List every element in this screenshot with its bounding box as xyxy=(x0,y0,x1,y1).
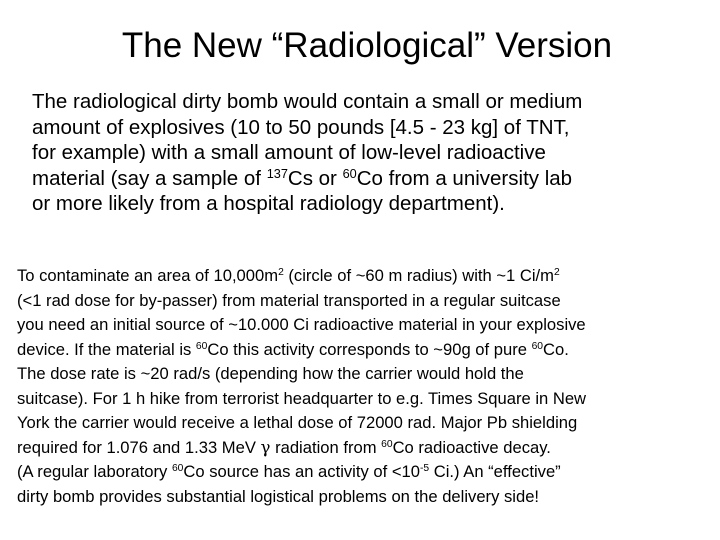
gamma-symbol: γ xyxy=(260,437,271,457)
slide-title: The New “Radiological” Version xyxy=(121,26,613,65)
isotope-superscript: 60 xyxy=(195,340,208,352)
body-line xyxy=(17,338,717,363)
text-run: Ci.) An “effective” xyxy=(429,462,561,481)
isotope-superscript: 60 xyxy=(171,463,184,475)
text-run: (circle of ~60 m radius) with ~1 Ci/m xyxy=(283,266,554,285)
isotope-superscript: 60 xyxy=(531,340,544,352)
text-run: required for 1.076 and 1.33 MeV xyxy=(17,437,261,457)
body-line: suitcase). For 1 h hike from terrorist headquarter to e.g. Times Square in New xyxy=(17,388,587,408)
text-run: (A regular laboratory xyxy=(17,462,172,481)
intro-line: The radiological dirty bomb would contain a small or medium xyxy=(32,90,583,113)
text-run: radiation from xyxy=(270,437,382,457)
text-run: device. If the material is xyxy=(17,339,196,359)
isotope-superscript: 60 xyxy=(342,165,357,181)
body-line: The dose rate is ~20 rad/s (depending how the carrier would hold the xyxy=(17,364,524,383)
intro-line xyxy=(32,166,692,192)
body-line xyxy=(17,436,717,461)
text-run: material (say a sample of xyxy=(32,166,267,190)
isotope-superscript: 60 xyxy=(381,438,393,450)
text-run: Cs or xyxy=(287,166,343,190)
body-line: you need an initial source of ~10.000 Ci radioactive material in your explosive xyxy=(17,315,586,334)
text-run: Co this activity corresponds to ~90g of pure xyxy=(207,339,532,359)
body-line: (<1 rad dose for by-passer) from material transported in a regular suitcase xyxy=(17,290,561,310)
exponent-superscript: -5 xyxy=(419,463,430,475)
body-line xyxy=(17,264,717,289)
intro-line: or more likely from a hospital radiology department). xyxy=(32,192,505,216)
isotope-superscript: 137 xyxy=(266,165,288,181)
exponent-superscript: 2 xyxy=(553,267,560,279)
intro-paragraph xyxy=(32,89,692,217)
contamination-paragraph xyxy=(17,264,717,509)
exponent-superscript: 2 xyxy=(278,267,284,279)
intro-line: for example) with a small amount of low-level radioactive xyxy=(32,141,546,165)
body-line xyxy=(17,460,717,485)
text-run: To contaminate an area of 10,000m xyxy=(17,266,279,285)
text-run: Co. xyxy=(543,339,569,359)
text-run: Co source has an activity of <10 xyxy=(183,462,420,481)
text-run: Co radioactive decay. xyxy=(392,437,551,457)
body-line: York the carrier would receive a lethal dose of 72000 rad. Major Pb shielding xyxy=(17,413,578,432)
text-run: Co from a university lab xyxy=(356,166,573,190)
intro-line: amount of explosives (10 to 50 pounds [4.5 - 23 kg] of TNT, xyxy=(32,115,570,139)
body-line: dirty bomb provides substantial logistical problems on the delivery side! xyxy=(17,486,540,506)
